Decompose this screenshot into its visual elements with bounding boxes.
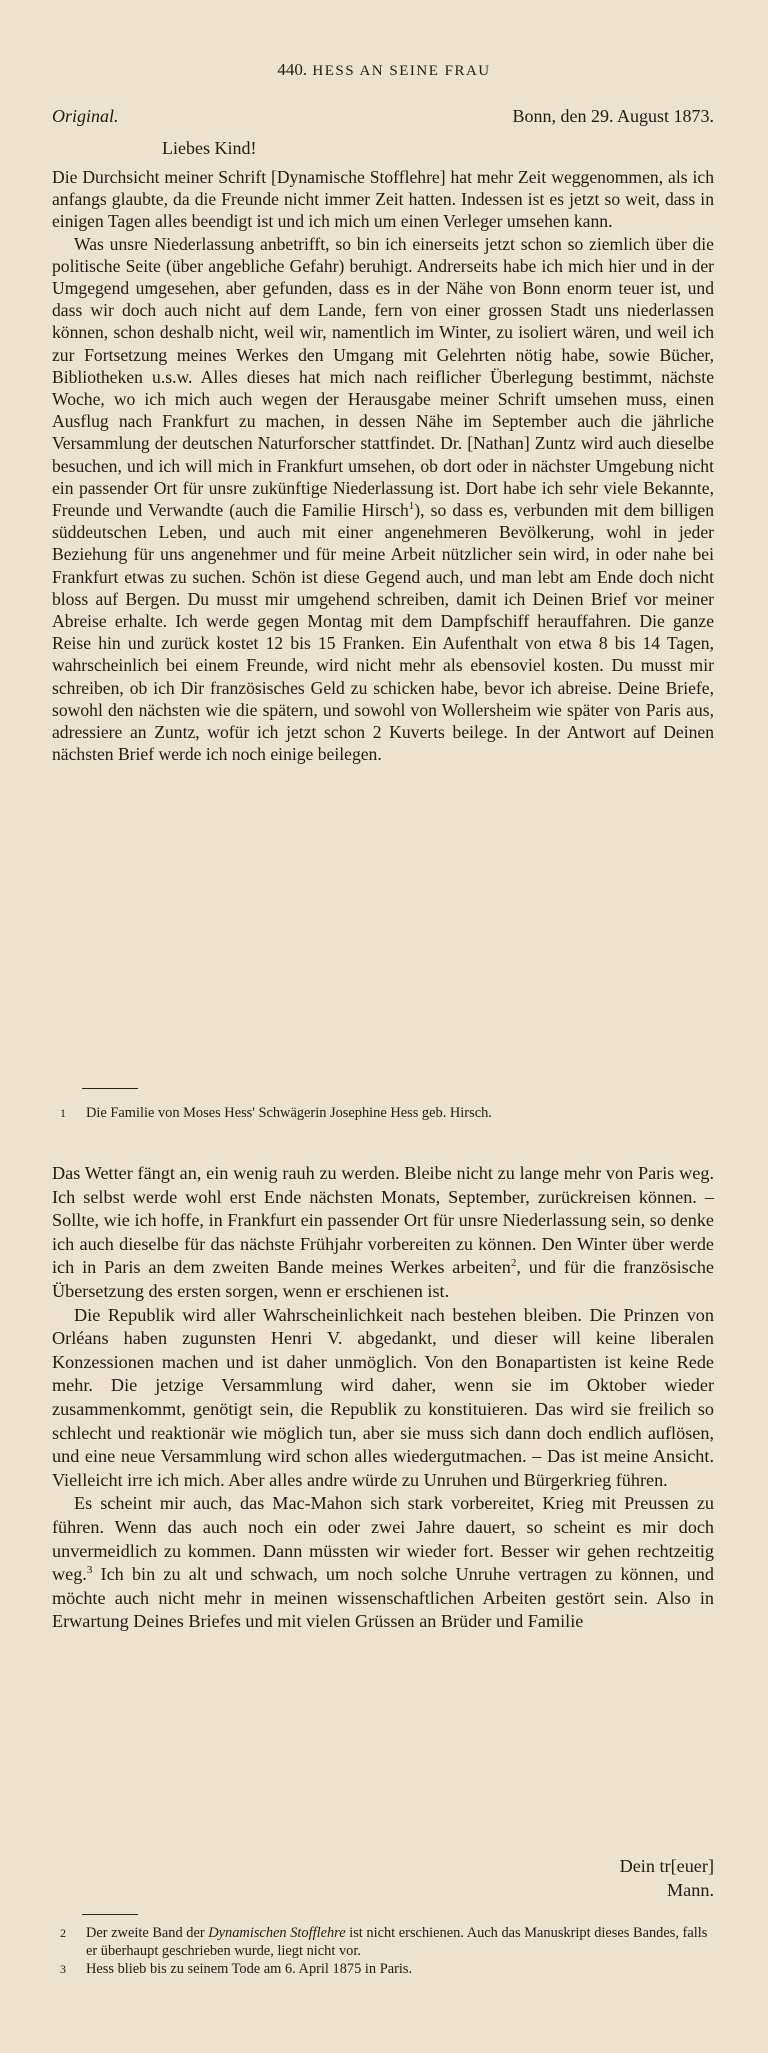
paragraph-text: Was unsre Niederlassung anbetrifft, so bin ich einerseits jetzt schon so ziemlich über die politische Seite (über angebliche Gefahr) beruhigt. Andrerseits habe ich mich hier und in der Umgegend umgesehen, aber gefunden, dass es in der Nähe von Bonn enorm teuer ist, und dass wir doch auch nicht auf dem Lande, fern von einer grossen Stadt uns niederlassen können, schon deshalb nicht, weil wir, namentlich im Winter, zu isoliert wären, und weil ich zur Fortsetzung meines Werkes den Umgang mit Gelehrten nötig habe, sowie Bücher, Bibliotheken u.s.w. Alles dieses hat mich nach reiflicher Überlegung bestimmt, nächste Woche, wo ich mich auch wegen der Herausgabe meiner Schrift umsehen muss, einen Ausflug nach Frankfurt zu machen, in dessen Nähe im September auch die jährliche Versammlung der deutschen Naturforscher stattfindet. Dr. [Nathan] Zuntz wird auch dieselbe besuchen, und ich will mich in Frankfurt umsehen, ob dort oder in nächster Umgebung nicht ein passender Ort für unsre zukünftige Niederlassung ist. Dort habe ich sehr viele Bekannte, Freunde und Verwandte (auch die Familie Hirsch: [52, 233, 714, 521]
source-note: Original.: [52, 106, 119, 126]
footnotes: [52, 1924, 714, 1978]
letter-meta: [52, 106, 714, 127]
footnote-ref: 3: [86, 1564, 93, 1577]
letter-body-part1: [52, 166, 714, 765]
paragraph-text: , und für die französische Übersetzung des ersten sorgen, wenn er erschienen ist.: [52, 1257, 714, 1301]
paragraph: [52, 1492, 714, 1634]
footnote-mark: 2: [60, 1926, 66, 1940]
place-date: Bonn, den 29. August 1873.: [512, 106, 714, 126]
paragraph-text: Das Wetter fängt an, ein wenig rauh zu werden. Bleibe nicht zu lange mehr von Paris weg. Ich selbst werde wohl erst Ende nächsten Monats, September, zurückreisen können. – Sollte, wie ich hoffe, in Frankfurt ein passender Ort für unsre Niederlassung sein, so denke ich auch dieselbe für das nächste Frühjahr vorbereiten zu können. Den Winter über werde ich in Paris an dem zweiten Bande meines Werkes arbeiten: [52, 1163, 714, 1278]
paragraph: Die Republik wird aller Wahrscheinlichkeit nach bestehen bleiben. Die Prinzen von Orléans haben zugunsten Henri V. abgedankt, und dieser will keine liberalen Konzessionen machen und ist daher unmöglich. Von den Bonapartisten ist keine Rede mehr. Die jetzige Versammlung wird daher, wenn sie im Oktober wieder zusammenkommt, genötigt sein, die Republik zu konstituieren. Das wird sie freilich so schlecht und reaktionär wie möglich tun, aber sie muss sich dann doch endlich auflösen, und eine neue Versammlung wird schon alles wiedergutmachen. – Das ist meine Ansicht. Vielleicht irre ich mich. Aber alles andre würde zu Unruhen und Bürgerkrieg führen.: [52, 1304, 714, 1490]
paragraph-text: ), so dass es, verbunden mit dem billigen süddeutschen Leben, und auch mit einer angenehmeren Bevölkerung, wohl in jeder Beziehung für uns angenehmer und für meine Arbeit nützlicher sein wird, in oder nahe bei Frankfurt etwas zu suchen. Schön ist diese Gegend auch, und man lebt am Ende doch nicht bloss auf Bergen. Du musst mir umgehend schreiben, damit ich Deinen Brief vor meiner Abreise erhalte. Ich werde gegen Montag mit dem Dampfschiff herauffahren. Die ganze Reise hin und zurück kostet 12 bis 15 Franken. Ein Aufenthalt von etwa 8 bis 14 Tagen, wahrscheinlich bei einem Freunde, wird nicht mehr als ebensoviel kosten. Du musst mir schreiben, ob ich Dir französisches Geld zu schicken habe, bevor ich abreise. Deine Briefe, sowohl den nächsten wie die spätern, und sowohl von Wollersheim wie später von Paris aus, adressiere an Zuntz, wofür ich jetzt schon 2 Kuverts beilege. In der Antwort auf Deinen nächsten Brief werde ich noch einige beilegen.: [52, 500, 714, 765]
footnote-rule: [82, 1914, 138, 1915]
salutation: Liebes Kind!: [162, 138, 257, 158]
paragraph: [52, 1162, 714, 1304]
running-header: [0, 60, 768, 80]
signature-line-2: Mann.: [667, 1880, 714, 1900]
letter-body-part2: [52, 1162, 714, 1634]
footnote-text: Der zweite Band der Dynamischen Stofflehre ist nicht erschienen. Auch das Manuskript dieses Bandes, falls er überhaupt geschrieben wurde, liegt nicht vor.: [86, 1925, 708, 1959]
letter-number: 440.: [277, 60, 308, 79]
footnote-mark: 3: [60, 1962, 66, 1976]
paragraph-text: Ich bin zu alt und schwach, um noch solche Unruhe vertragen zu können, und möchte auch nicht mehr in meinen wissenschaftlichen Arbeiten gestört sein. Also in Erwartung Deines Briefes und mit vielen Grüssen an Brüder und Familie: [52, 1564, 714, 1632]
book-title: Dynamischen Stofflehre: [208, 1925, 346, 1941]
footnote-text: Die Familie von Moses Hess' Schwägerin Josephine Hess geb. Hirsch.: [86, 1105, 492, 1121]
footnote-ref: 1: [408, 500, 415, 513]
paragraph: Die Durchsicht meiner Schrift [Dynamische Stofflehre] hat mehr Zeit weggenommen, als ich anfangs glaubte, da die Freunde nicht immer Zeit hatten. Indessen ist es jetzt so weit, dass in einigen Tagen alles beendigt ist und ich mich um einen Verleger umsehen kann.: [52, 167, 714, 232]
footnote-mark: 1: [60, 1106, 66, 1120]
footnote-ref: 2: [510, 1257, 517, 1270]
paragraph-text: Es scheint mir auch, das Mac-Mahon sich stark vorbereitet, Krieg mit Preussen zu führen. Wenn das auch noch ein oder zwei Jahre dauert, so scheint es mir doch unvermeidlich zu kommen. Dann müssten wir wieder fort. Besser wir gehen rechtzeitig weg.: [52, 1493, 714, 1585]
paragraph: [52, 233, 714, 766]
footnote: [52, 1104, 714, 1122]
footnote-text: Hess blieb bis zu seinem Tode am 6. April 1875 in Paris.: [86, 1961, 413, 1977]
signature-line-1: Dein tr[euer]: [619, 1856, 714, 1876]
footnote: [52, 1924, 714, 1960]
footnote: [52, 1960, 714, 1978]
footnote-rule: [82, 1088, 138, 1089]
letter-title: HESS AN SEINE FRAU: [312, 63, 491, 79]
